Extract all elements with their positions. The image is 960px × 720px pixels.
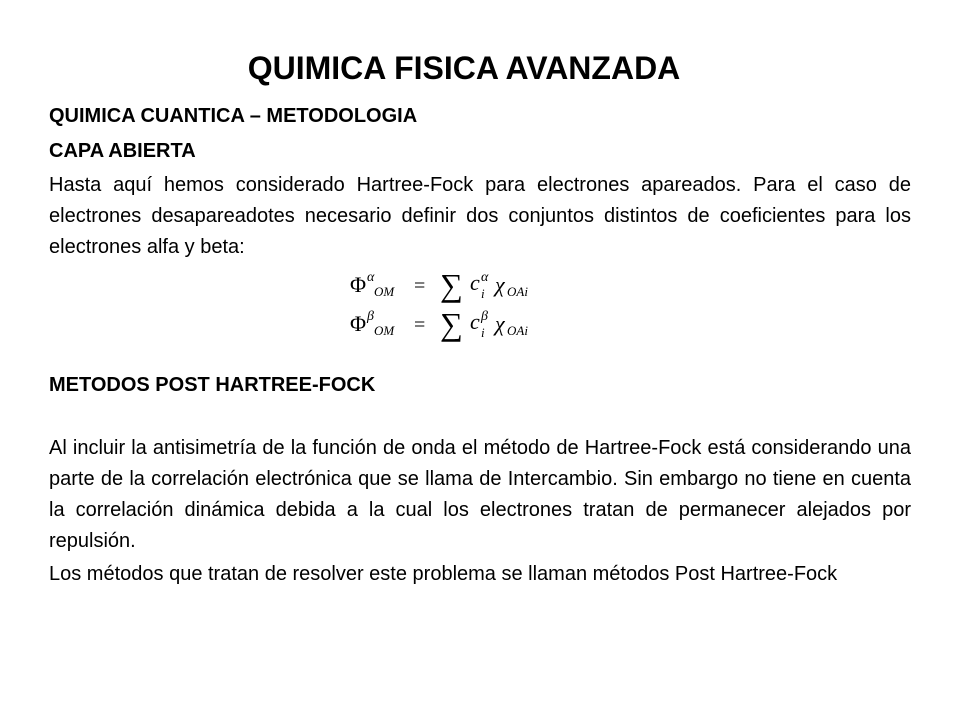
coef-index-alpha: i [481,286,485,301]
spin-beta: β [367,309,374,324]
om-sub-alpha: OM [374,284,395,299]
open-shell-paragraph: Hasta aquí hemos considerado Hartree-Fock para electrones apareados. Para el caso de electrones desapareadotes necesario definir dos conjuntos distintos de coeficientes para los electrones alfa y beta: [49,174,911,258]
om-sub-beta: OM [374,323,395,338]
coef-index-beta: i [481,325,485,340]
coef-alpha: c [470,270,480,295]
sum-beta: ∑ [440,306,463,342]
post-hf-paragraph-1: Al incluir la antisimetría de la función de onda el método de Hartree-Fock está considerando una parte de la correlación electrónica que se llama de Intercambio. Sin embargo no tiene en cuenta la correlación dinámica debida a la cual los electrones tratan de permanecer alejados por repulsión. [49,437,911,552]
post-hf-heading: METODOS POST HARTREE-FOCK [49,374,376,396]
slide-title: QUIMICA FISICA AVANZADA [247,50,681,86]
coef-sup-alpha: α [481,270,489,285]
subsection-heading: CAPA ABIERTA [49,140,196,162]
spin-alpha: α [367,270,375,285]
chi-sub-beta: OAi [507,323,528,338]
post-hf-paragraph-2: Los métodos que tratan de resolver este problema se llaman métodos Post Hartree-Fock [49,563,838,585]
chi-beta: χ [495,311,505,336]
equations [350,268,550,352]
chi-alpha: χ [495,272,505,297]
section-heading: QUIMICA CUANTICA – METODOLOGIA [49,105,418,127]
equation-beta [350,306,528,342]
phi-beta: Φ [350,311,367,336]
equals-alpha: = [414,275,426,297]
phi-alpha: Φ [350,272,367,297]
equals-beta: = [414,314,426,336]
equation-alpha [350,267,528,303]
coef-sup-beta: β [481,309,488,324]
chi-sub-alpha: OAi [507,284,528,299]
sum-alpha: ∑ [440,267,463,303]
coef-beta: c [470,309,480,334]
